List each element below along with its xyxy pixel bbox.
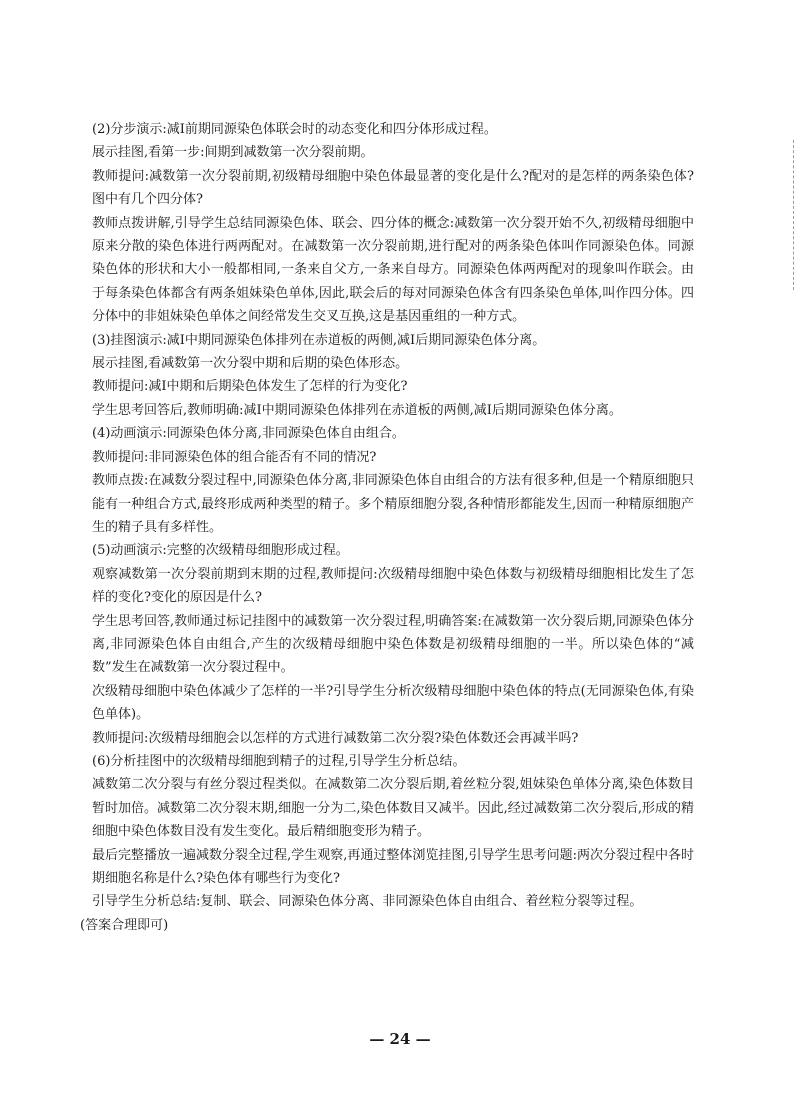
paragraph: (3)挂图演示:减Ⅰ中期同源染色体排列在赤道板的两侧,减Ⅰ后期同源染色体分离。 (92, 332, 546, 348)
paragraph: 引导学生分析总结:复制、联会、同源染色体分离、非同源染色体自由组合、着丝粒分裂等过程。 (92, 894, 643, 910)
paragraph: 减数第二次分裂与有丝分裂过程类似。在减数第二次分裂后期,着丝粒分裂,姐妹染色单体分离,染色体数目暂时加倍。减数第二次分裂末期,细胞一分为二,染色体数目又减半。因此,经过减数第二次分裂后,形成的精细胞中染色体数目没有发生变化。最后精细胞变形为精子。 (92, 777, 694, 840)
document-body (80, 118, 694, 937)
paragraph: 教师点拨:在减数分裂过程中,同源染色体分离,非同源染色体自由组合的方法有很多种,但是一个精原细胞只能有一种组合方式,最终形成两种类型的精子。多个精原细胞分裂,各种情形都能发生,因而一种精原细胞产生的精子具有多样性。 (92, 473, 694, 535)
paragraph: 最后完整播放一遍减数分裂全过程,学生观察,再通过整体浏览挂图,引导学生思考问题:两次分裂过程中各时期细胞名称是什么?染色体有哪些行为变化? (92, 847, 694, 886)
paragraph: 教师点拨讲解,引导学生总结同源染色体、联会、四分体的概念:减数第一次分裂开始不久,初级精母细胞中原来分散的染色体进行两两配对。在减数第一次分裂前期,进行配对的两条染色体叫作同源染色体。同源染色体的形状和大小一般都相同,一条来自父方,一条来自母方。同源染色体两两配对的现象叫作联会。由于每条染色体都含有两条姐妹染色单体,因此,联会后的每对同源染色体含有四条染色单体,叫作四分体。四分体中的非姐妹染色单体之间经常发生交叉互换,这是基因重组的一种方式。 (92, 215, 694, 325)
paragraph: 展示挂图,看第一步:间期到减数第一次分裂前期。 (92, 145, 374, 161)
paragraph: (5)动画演示:完整的次级精母细胞形成过程。 (92, 543, 349, 559)
page-number: — 24 — (369, 1030, 431, 1048)
paragraph: (4)动画演示:同源染色体分离,非同源染色体自由组合。 (92, 426, 405, 442)
paragraph: 观察减数第一次分裂前期到末期的过程,教师提问:次级精母细胞中染色体数与初级精母细胞相比发生了怎样的变化?变化的原因是什么? (92, 566, 694, 606)
paragraph: 展示挂图,看减数第一次分裂中期和后期的染色体形态。 (92, 356, 409, 372)
paragraph: 教师提问:非同源染色体的组合能否有不同的情况? (92, 449, 377, 465)
paragraph: 教师提问:次级精母细胞会以怎样的方式进行减数第二次分裂?染色体数还会再减半吗? (92, 730, 579, 746)
paragraph: 学生思考回答,教师通过标记挂图中的减数第一次分裂过程,明确答案:在减数第一次分裂后期,同源染色体分离,非同源染色体自由组合,产生的次级精母细胞中染色体数是初级精母细胞的一半。所以染色体的“减数”发生在减数第一次分裂过程中。 (92, 613, 694, 676)
paragraph: (2)分步演示:减Ⅰ前期同源染色体联会时的动态变化和四分体形成过程。 (92, 122, 497, 137)
answer-note: (答案合理即可) (80, 917, 169, 933)
paragraph: 次级精母细胞中染色体减少了怎样的一半?引导学生分析次级精母细胞中染色体的特点(无同源染色体,有染色单体)。 (92, 683, 694, 723)
paragraph: 教师提问:减数第一次分裂前期,初级精母细胞中染色体最显著的变化是什么?配对的是怎样的两条染色体?图中有几个四分体? (92, 168, 694, 208)
margin-dashed-rule (793, 140, 794, 290)
paragraph: 教师提问:减Ⅰ中期和后期染色体发生了怎样的行为变化? (92, 379, 408, 395)
paragraph: 学生思考回答后,教师明确:减Ⅰ中期同源染色体排列在赤道板的两侧,减Ⅰ后期同源染色体分离。 (92, 402, 622, 418)
paragraph: (6)分析挂图中的次级精母细胞到精子的过程,引导学生分析总结。 (92, 753, 466, 769)
